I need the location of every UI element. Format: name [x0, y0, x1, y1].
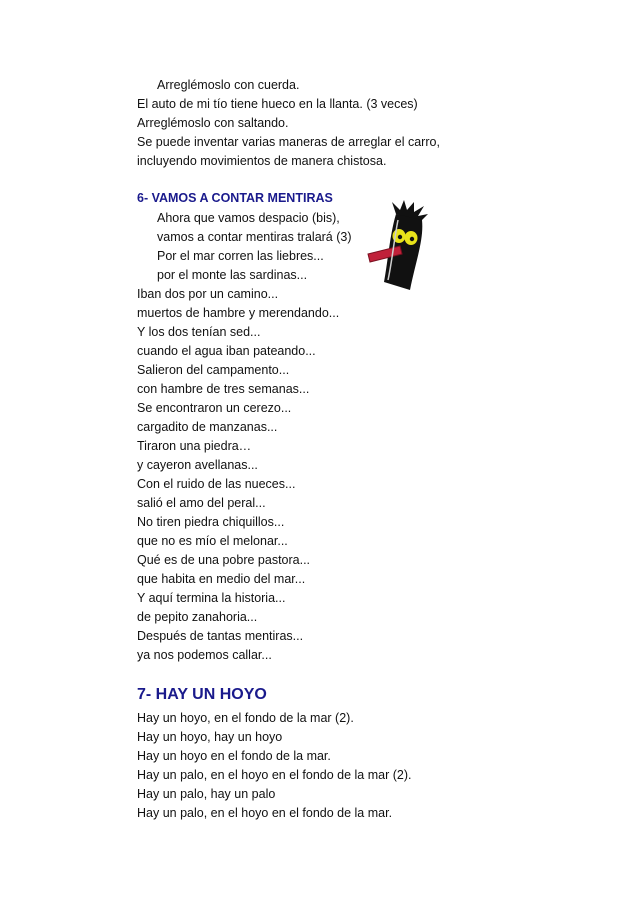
poem-line: Iban dos por un camino... [137, 287, 279, 301]
poem-line: Hay un palo, en el hoyo en el fondo de la mar (2). [137, 768, 412, 782]
poem-line: Ahora que vamos despacio (bis), [157, 211, 340, 225]
poem-line: Hay un hoyo, hay un hoyo [137, 730, 283, 744]
section-7-title: 7- HAY UN HOYO [137, 686, 267, 703]
poem-line: Tiraron una piedra… [137, 439, 252, 453]
intro-line: Se puede inventar varias maneras de arreglar el carro, [137, 135, 440, 149]
poem-line: Y aquí termina la historia... [137, 591, 286, 605]
intro-line: Arreglémoslo con saltando. [137, 116, 289, 130]
poem-line: con hambre de tres semanas... [137, 382, 310, 396]
poem-line: por el monte las sardinas... [157, 268, 308, 282]
poem-line: que habita en medio del mar... [137, 572, 306, 586]
poem-line: ya nos podemos callar... [137, 648, 272, 662]
cartoon-character-icon [366, 200, 436, 292]
intro-line: Arreglémoslo con cuerda. [157, 78, 300, 92]
poem-line: Se encontraron un cerezo... [137, 401, 292, 415]
poem-line: que no es mío el melonar... [137, 534, 288, 548]
poem-line: Con el ruido de las nueces... [137, 477, 296, 491]
poem-line: Hay un hoyo en el fondo de la mar. [137, 749, 331, 763]
poem-line: Después de tantas mentiras... [137, 629, 304, 643]
section-6-title: 6- VAMOS A CONTAR MENTIRAS [137, 191, 333, 205]
poem-line: No tiren piedra chiquillos... [137, 515, 285, 529]
poem-line: cuando el agua iban pateando... [137, 344, 316, 358]
poem-line: Y los dos tenían sed... [137, 325, 261, 339]
poem-line: Hay un palo, hay un palo [137, 787, 276, 801]
poem-line: Hay un palo, en el hoyo en el fondo de la mar. [137, 806, 393, 820]
poem-line: cargadito de manzanas... [137, 420, 278, 434]
poem-line: muertos de hambre y merendando... [137, 306, 340, 320]
poem-line: Qué es de una pobre pastora... [137, 553, 311, 567]
poem-line: salió el amo del peral... [137, 496, 266, 510]
poem-line: Hay un hoyo, en el fondo de la mar (2). [137, 711, 354, 725]
right-pupil [410, 237, 414, 241]
intro-line: incluyendo movimientos de manera chistosa. [137, 154, 387, 168]
poem-line: vamos a contar mentiras tralará (3) [157, 230, 352, 244]
poem-line: Salieron del campamento... [137, 363, 290, 377]
poem-line: de pepito zanahoria... [137, 610, 258, 624]
poem-line: Por el mar corren las liebres... [157, 249, 324, 263]
poem-line: y cayeron avellanas... [137, 458, 258, 472]
intro-line: El auto de mi tío tiene hueco en la llanta. (3 veces) [137, 97, 418, 111]
left-pupil [398, 235, 402, 239]
